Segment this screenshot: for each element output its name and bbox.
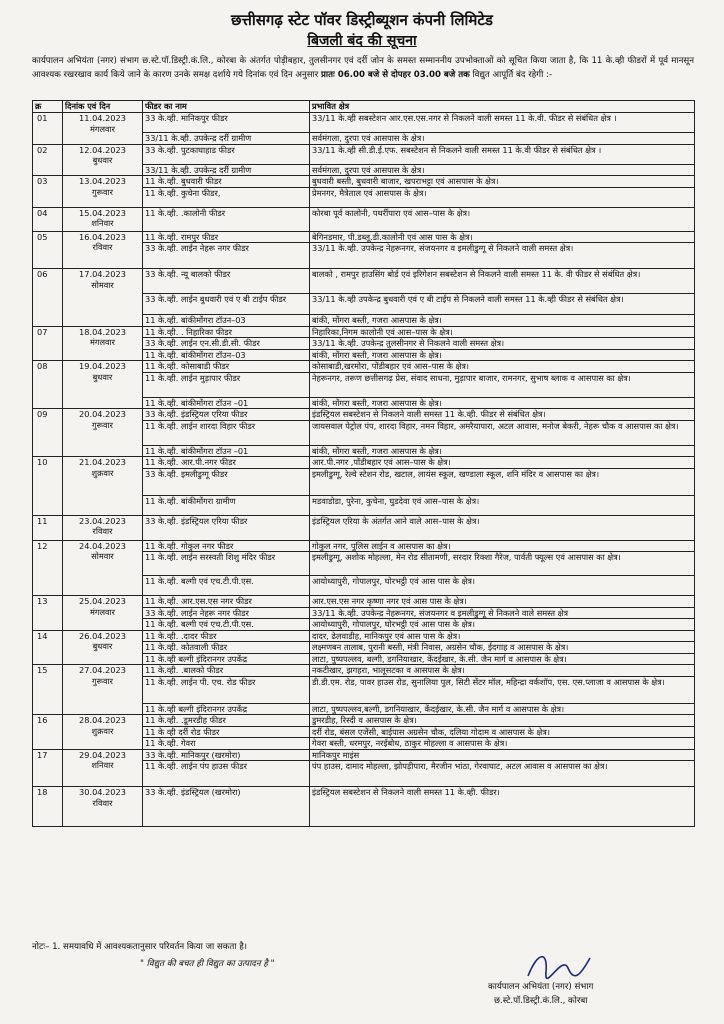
header-serial: क्र [33,101,63,113]
table-row [33,457,695,469]
day-text: रविवार [92,242,113,252]
serial-number-cell: 13 [33,596,63,631]
affected-area-cell: 33/11 के.व्ही सी.डी.ई.एफ. सबस्टेशन से निकलने वाली समस्त 11 के.वी फीडर से संबंधित क्षेत्र । [310,144,695,164]
feeder-name-cell: 33 के.व्ही. इंडस्ट्रियल एरिया फीडर [143,515,310,540]
feeder-name-cell: 33 के.व्ही. इंडस्ट्रियल एरिया फीडर [143,409,310,421]
serial-number-cell: 18 [33,787,63,827]
affected-area-cell: आर.पी.नगर ,पोंडीबहार एवं आस–पास के क्षेत्र। [310,457,695,469]
day-text: गुरूवार [92,675,113,686]
day-text: बुधवार [92,155,113,165]
date-text: 15.04.2023 [79,207,126,218]
feeder-name-cell: 33 के.व्ही. मानिकपुर फीडर [143,113,310,133]
affected-area-cell: आयोध्यापुरी, गोपालपुर, घोरभट्ठी एवं आस पास के क्षेत्र। [310,576,695,596]
slogan: " विद्युत की बचत ही विद्युत का उत्पादन है " [140,959,275,969]
affected-area-cell: प्रेमनगर, मैत्रेताल एवं आसपास के क्षेत्र। [310,187,695,207]
feeder-name-cell: 11 के.व्ही. कोसाबाडी फीडर [143,361,310,373]
affected-area-cell: कोरबा पूर्व कालोनी, पथर्रीपारा एवं आस–पास के क्षेत्र। [310,207,695,231]
affected-area-cell: 33/11 के.व्ही उपकेन्द्र बुधवारी एवं ए बी टाईप से निकलने वाली समस्त 11 के.व्ही फीडर से संबंधित क्षेत्र। [310,294,695,315]
feeder-name-cell: 11 के.व्ही. बांकीमोंगरा ग्रामीण [143,495,310,515]
affected-area-cell: बांकी, मोंगरा बस्ती, गजरा आसपास के क्षेत्र। [310,349,695,361]
day-text: शनिवार [91,760,114,770]
date-day-cell [63,409,143,457]
affected-area-cell: आयोध्यापुरी, गोपालपुर, घोरभट्ठी एवं आस पास के क्षेत्र। [310,619,695,631]
affected-area-cell: इमलीडुग्गू, अशोक मोहल्ला, मेन रोड सीतामणी, सरदार रिक्शा गैरेज, पार्वती फ्यूल्स एवं आसपास का क्षेत्र। [310,552,695,576]
feeder-name-cell: 11 के.व्ही. कोतवाली फीडर [143,642,310,654]
date-day-cell [63,596,143,631]
date-day-cell [63,515,143,540]
serial-number-cell: 15 [33,665,63,715]
affected-area-cell: जायसवाल पेट्रोल पंप, शारदा विहार, नमन विहार, अमरैयापारा, अटल आवास, मनोज बेकरी, नेहरू चौक व आसपास का क्षेत्र। [310,420,695,445]
affected-area-cell: मडवाडोडा, पुरेना, कुचेना, घुडदेवा एवं आस–पास के क्षेत्र। [310,495,695,515]
date-text: 11.04.2023 [79,113,126,123]
affected-area-cell: 33/11 के.व्ही. उपकेन्द्र नेहरूनगर, संजयनगर व इमलीडुग्गू से निकलने वाली समस्त क्षेत्र। [310,243,695,269]
date-text: 20.04.2023 [79,409,126,419]
affected-area-cell: लक्ष्मणबन तालाब, पुरानी बस्ती, मंत्री निवास, अग्रसेन चौक, ईदगाह व आसपास के क्षेत्र। [310,642,695,654]
table-row [33,207,695,231]
table-row [33,361,695,373]
feeder-name-cell: 11 के.व्ही बल्गी इंदिरानगर उपकेंद्र [143,653,310,665]
organization-title: छत्तीसगढ़ स्टेट पॉवर डिस्ट्रीब्यूशन कंपनी लिमिटेड [231,11,493,29]
affected-area-cell: इमलीडुग्गू, रेल्वे स्टेशन रोड, खटाल, लायंस स्कूल, खण्डाला स्कूल, शनि मंदिर व आसपास का क्षेत्र। [310,468,695,495]
date-text: 18.04.2023 [79,326,126,337]
affected-area-cell: इंडस्ट्रियल सबस्टेशन से निकलने वाली समस्त 11 के.व्ही. फीडर से संबंधित क्षेत्र। [310,409,695,421]
serial-number-cell: 04 [33,207,63,231]
date-text: 29.04.2023 [79,749,126,760]
intro-text: कार्यपालन अभियंता (नगर) संभाग छ.स्टे.पॉ.डिस्ट्री.कं.लि., कोरबा के अंतर्गत पोड़ीबहार, तुलसीनगर एवं दर्री जोन के समस्त सम्माननीय उपभोक्ताओं को सूचित किया जाता है, कि 11 के.व्ही फीडरों में पूर्व मानसून आवश्यक रखरखाव कार्य किये जाने के कारण उनके समक्ष दर्शाये गये दिनांक एवं दिन अनुसार [32,56,694,80]
feeder-name-cell: 11 के.व्ही. आर.एस.एस नगर फीडर [143,596,310,608]
serial-number-cell: 16 [33,715,63,750]
table-row [33,749,695,761]
table-row [33,787,695,827]
intro-end: विद्युत आपूर्ति बंद रहेगी :- [472,70,553,80]
affected-area-cell: गोकुल नगर, पुलिस लाईन व आसपास का क्षेत्र। [310,540,695,552]
table-row [33,326,695,338]
affected-area-cell: 33/11 के.व्ही सबस्टेशन आर.एस.एस.नगर से निकलने वाली समस्त 11 के.वी. फीडर से संबंधित क्षेत्र । [310,113,695,133]
day-text: मंगलवार [89,123,116,134]
feeder-name-cell: 11 के.व्ही. आर.पी.नगर फीडर [143,457,310,469]
day-text: बुधवार [92,641,113,651]
date-text: 21.04.2023 [79,457,126,467]
date-text: 17.04.2023 [79,269,126,279]
serial-number-cell: 09 [33,409,63,457]
affected-area-cell: कोसाबाडी,खरमोरा, पोंडीबहार एवं आस–पास के क्षेत्र। [310,361,695,373]
day-text: गुरूवार [92,186,113,197]
feeder-name-cell: 11 के.व्ही. .कालोनी फीडर [143,207,310,231]
date-day-cell [63,665,143,715]
day-text: सोमवार [91,551,114,561]
feeder-name-cell: 11 के.व्ही. बल्गी एवं एच.टी.पी.एस. [143,576,310,596]
date-text: 19.04.2023 [79,361,126,371]
header-feeder-name: फीडर का नाम [143,101,310,113]
feeder-name-cell: 11 के.व्ही. . निहारिका फीडर [143,326,310,338]
serial-number-cell: 01 [33,113,63,145]
intro-time: प्रातः 06.00 बजे से दोपहर 03.00 बजे तक [321,70,470,80]
header-date-day: दिनांक एवं दिन [63,101,143,113]
serial-number-cell: 08 [33,361,63,409]
affected-area-cell: आर.एस.एस नगर कृष्णा नगर एवं आस पास के क्षेत्र। [310,596,695,608]
day-text: शनिवार [91,218,114,228]
date-text: 12.04.2023 [79,144,126,155]
feeder-name-cell: 33 के.व्ही. न्यू बालको फीडर [143,269,310,294]
signatory-title: कार्यपालन अभियंता (नगर) संभाग [488,982,594,992]
table-row [33,176,695,188]
day-text: रविवार [92,526,113,536]
feeder-name-cell: 11 के.व्ही. .बालको फीडर [143,665,310,677]
date-day-cell [63,361,143,409]
feeder-name-cell: 11 के.व्ही. लाईन पी. एच. रोड फीडर [143,676,310,703]
feeder-name-cell: 33/11 के.व्ही. उपकेन्द्र दर्री ग्रामीण [143,133,310,145]
date-text: 28.04.2023 [79,715,126,725]
day-text: शुक्रवार [91,467,114,478]
affected-area-cell: बांकी, मोंगरा बस्ती, गजरा आसपास के क्षेत्र। [310,445,695,457]
serial-number-cell: 10 [33,457,63,516]
affected-area-cell: बुधवारी बस्ती, बुधवारी बाजार, खपराभट्टा एवं आसपास के क्षेत्र। [310,176,695,188]
serial-number-cell: 03 [33,176,63,208]
shutdown-schedule-table [32,100,695,827]
feeder-name-cell: 33 के.व्ही. लाईन एन.सी.डी.सी. फीडर [143,338,310,350]
feeder-name-cell: 33 के.व्ही. इमलीडुग्गू फीडर [143,468,310,495]
date-text: 25.04.2023 [79,596,126,606]
serial-number-cell: 14 [33,630,63,665]
signatory-organization: छ.स्टे.पॉ.डिस्ट्री.कं.लि., कोरबा [494,996,588,1006]
feeder-name-cell: 11 के.व्ही. लाईन पंप हाउस फीडर [143,761,310,787]
affected-area-cell: मानिकपुर माइंस [310,749,695,761]
serial-number-cell: 17 [33,749,63,787]
table-row [33,515,695,540]
affected-area-cell: डुमरडीह, रिस्दी व आसपास के क्षेत्र। [310,715,695,727]
feeder-name-cell: 11 के.व्ही. बुधवारी फीडर [143,176,310,188]
feeder-name-cell: 11 के.व्ही. बांकीमोंगरा टॉउन –01 [143,445,310,457]
affected-area-cell: नेहरूनगर, तरूण छत्तीसगढ़ प्रेस, संवाद साधना, मुड़ापार बाजार, रामनगर, सुभाष ब्लाक व आसपास का क्षेत्र। [310,372,695,397]
table-row [33,269,695,294]
feeder-name-cell: 33 के.व्ही. लाईन बुधवारी एवं ए बी टाईप फीडर [143,294,310,315]
date-day-cell [63,540,143,596]
affected-area-cell: बालको , रामपुर हाउसिंग बोर्ड एवं इरिगेशन सबस्टेशन से निकलने वाली समस्त 11 के. वी फीडर से संबंधित क्षेत्र। [310,269,695,294]
serial-number-cell: 11 [33,515,63,540]
date-text: 26.04.2023 [79,630,126,641]
affected-area-cell: इंडस्ट्रियल एरिया के अंतर्गत आने वाले आस–पास के क्षेत्र। [310,515,695,540]
day-text: गुरूवार [92,419,113,430]
date-text: 23.04.2023 [79,515,126,526]
date-day-cell [63,144,143,176]
serial-number-cell: 12 [33,540,63,596]
date-day-cell [63,715,143,750]
serial-number-cell: 06 [33,269,63,327]
table-row [33,596,695,608]
header-affected-area: प्रभावित क्षेत्र [310,101,695,113]
feeder-name-cell: 11 के.व्ही. गोकुल नगर फीडर [143,540,310,552]
table-row [33,665,695,677]
affected-area-cell: लाटा, पुष्पपल्लव,बल्गी, डगनियाखार, केंदईखार, के.सी. जैन मार्ग व आसपास के क्षेत्र। [310,703,695,715]
date-day-cell [63,231,143,269]
feeder-name-cell: 11 के.व्ही. रामपुर फीडर [143,231,310,243]
day-text: बुधवार [92,371,113,382]
affected-area-cell: निहारिका,निगम कालोनी एवं आस–पास के क्षेत्र। [310,326,695,338]
feeder-name-cell: 11 के.व्ही बल्गी इंदिरानगर उपकेंद्र [143,703,310,715]
affected-area-cell: दर्री रोड, बंसल एजेंसी, बाईपास अग्रसेन चौक, दलिया गोदाम व आसपास के क्षेत्र। [310,726,695,738]
affected-area-cell: सर्वमंगला, दुरपा एवं आसपास के क्षेत्र। [310,164,695,176]
serial-number-cell: 02 [33,144,63,176]
day-text: शुक्रवार [91,725,114,736]
date-text: 16.04.2023 [79,231,126,242]
feeder-name-cell: 11 के.व्ही. बांकीमोंगरा टॉउन–03 [143,315,310,327]
date-text: 24.04.2023 [79,540,126,551]
affected-area-cell: 33/11 के.व्ही. उपकेन्द्र तुलसीनगर से निकलने वाली समस्त क्षेत्र। [310,338,695,350]
date-text: 30.04.2023 [79,787,126,797]
affected-area-cell: लाटा, पुष्पपल्लव, बल्गी, डगनियाखार, केंदईखार, के.सी. जैन मार्ग व आसपास के क्षेत्र। [310,653,695,665]
affected-area-cell: बांकी, मोंगरा बस्ती, गजरा आसपास के क्षेत्र। [310,397,695,409]
feeder-name-cell: 11 के.व्ही. बांकीमोंगरा टॉउन –01 [143,397,310,409]
affected-area-cell: इंडस्ट्रियल सबस्टेशन से निकलने वाली समस्त 11 के.व्ही. फीडर। [310,787,695,827]
affected-area-cell: बेगिनडमार, पी.डब्लू.डी.कालोनी एवं आस पास के क्षेत्र। [310,231,695,243]
feeder-name-cell: 33 के.व्ही. इंडस्ट्रियल (खरमोरा) [143,787,310,827]
feeder-name-cell: 11 के.व्ही. .दादर फीडर [143,630,310,642]
date-text: 27.04.2023 [79,665,126,675]
date-day-cell [63,176,143,208]
day-text: मंगलवार [89,606,116,617]
serial-number-cell: 07 [33,326,63,361]
date-text: 13.04.2023 [79,176,126,186]
feeder-name-cell: 11 के.व्ही. बांकीमोंगरा टॉउन–03 [143,349,310,361]
table-row [33,630,695,642]
affected-area-cell: पंप हाउस, दामाद मोहल्ला, झोपड़ीपारा, मैरजीन भांठा, गेरवाघाट, अटल आवास व आसपास का क्षेत्र। [310,761,695,787]
table-row [33,540,695,552]
serial-number-cell: 05 [33,231,63,269]
affected-area-cell: दादर, ढेलवाडीह, मानिकपुर एवं आस पास के क्षेत्र। [310,630,695,642]
date-day-cell [63,457,143,516]
date-day-cell [63,787,143,827]
feeder-name-cell: 11 के.व्ही. लाईन सरस्वती शिशु मंदिर फीडर [143,552,310,576]
date-day-cell [63,113,143,145]
affected-area-cell: गेवरा बस्ती, धरमपुर, नरईबोध, ठाकुर मोहल्ला व आसपास के क्षेत्र। [310,738,695,750]
table-row [33,715,695,727]
notice-title: बिजली बंद की सूचना [307,33,417,49]
date-day-cell [63,749,143,787]
feeder-name-cell: 11 के.व्ही. गेवरा [143,738,310,750]
feeder-name-cell: 11 के.व्ही. लाईन मुड़ापार फीडर [143,372,310,397]
feeder-name-cell: 33/11 के.व्ही. उपकेन्द्र दर्री ग्रामीण [143,164,310,176]
feeder-name-cell: 33 के.व्ही. पुटकाघाहाड फीडर [143,144,310,164]
day-text: मंगलवार [89,337,116,347]
feeder-name-cell: 11 के.व्ही. बल्गी एवं एच.टी.पी.एस. [143,619,310,631]
table-row [33,113,695,133]
affected-area-cell: 33/11 के.व्ही. उपकेन्द्र नेहरूनगर, संजयनगर व इमलीडुग्गू से निकलने वाले समस्त क्षेत्र [310,607,695,619]
feeder-name-cell: 33 के.व्ही. लाईन नेहरू नगर फीडर [143,243,310,269]
table-row [33,144,695,164]
affected-area-cell: बांकी, मोंगरा बस्ती, गजरा आसपास के क्षेत्र। [310,315,695,327]
footer-note: नोटः– 1. समयावधि में आवश्यकतानुसार परिवर्तन किया जा सकता है। [32,942,248,952]
feeder-name-cell: 11 के.व्ही. .डूमरडीह फीडर [143,715,310,727]
date-day-cell [63,269,143,327]
feeder-name-cell: 11 के.व्ही. कुचेना फीडर, [143,187,310,207]
date-day-cell [63,326,143,361]
intro-paragraph [32,54,694,82]
affected-area-cell: नकटीखार, झगहरा, भालूसटका व आसपास के क्षेत्र। [310,665,695,677]
table-header-row [33,101,695,113]
table-row [33,231,695,243]
day-text: सोमवार [91,279,114,290]
feeder-name-cell: 33 के.व्ही. लाईन नेहरू नगर फीडर [143,607,310,619]
feeder-name-cell: 33 के.व्ही. मानिकपुर (खरमोरा) [143,749,310,761]
feeder-name-cell: 11 के व्ही दर्री रोड फीडर [143,726,310,738]
date-day-cell [63,207,143,231]
feeder-name-cell: 11 के.व्ही. लाईन शारदा विहार फीडर [143,420,310,445]
affected-area-cell: डी.डी.एम. रोड, पावर हाउस रोड, सुनालिया पुल, सिटी सेंटर मॉल, महिन्द्रा वर्कशॉप, एस. एस.प्लाजा व आसपास के क्षेत्र। [310,676,695,703]
date-day-cell [63,630,143,665]
day-text: रविवार [92,797,113,808]
table-row [33,409,695,421]
affected-area-cell: सर्वमंगला, दुरपा एवं आसपास के क्षेत्र। [310,133,695,145]
